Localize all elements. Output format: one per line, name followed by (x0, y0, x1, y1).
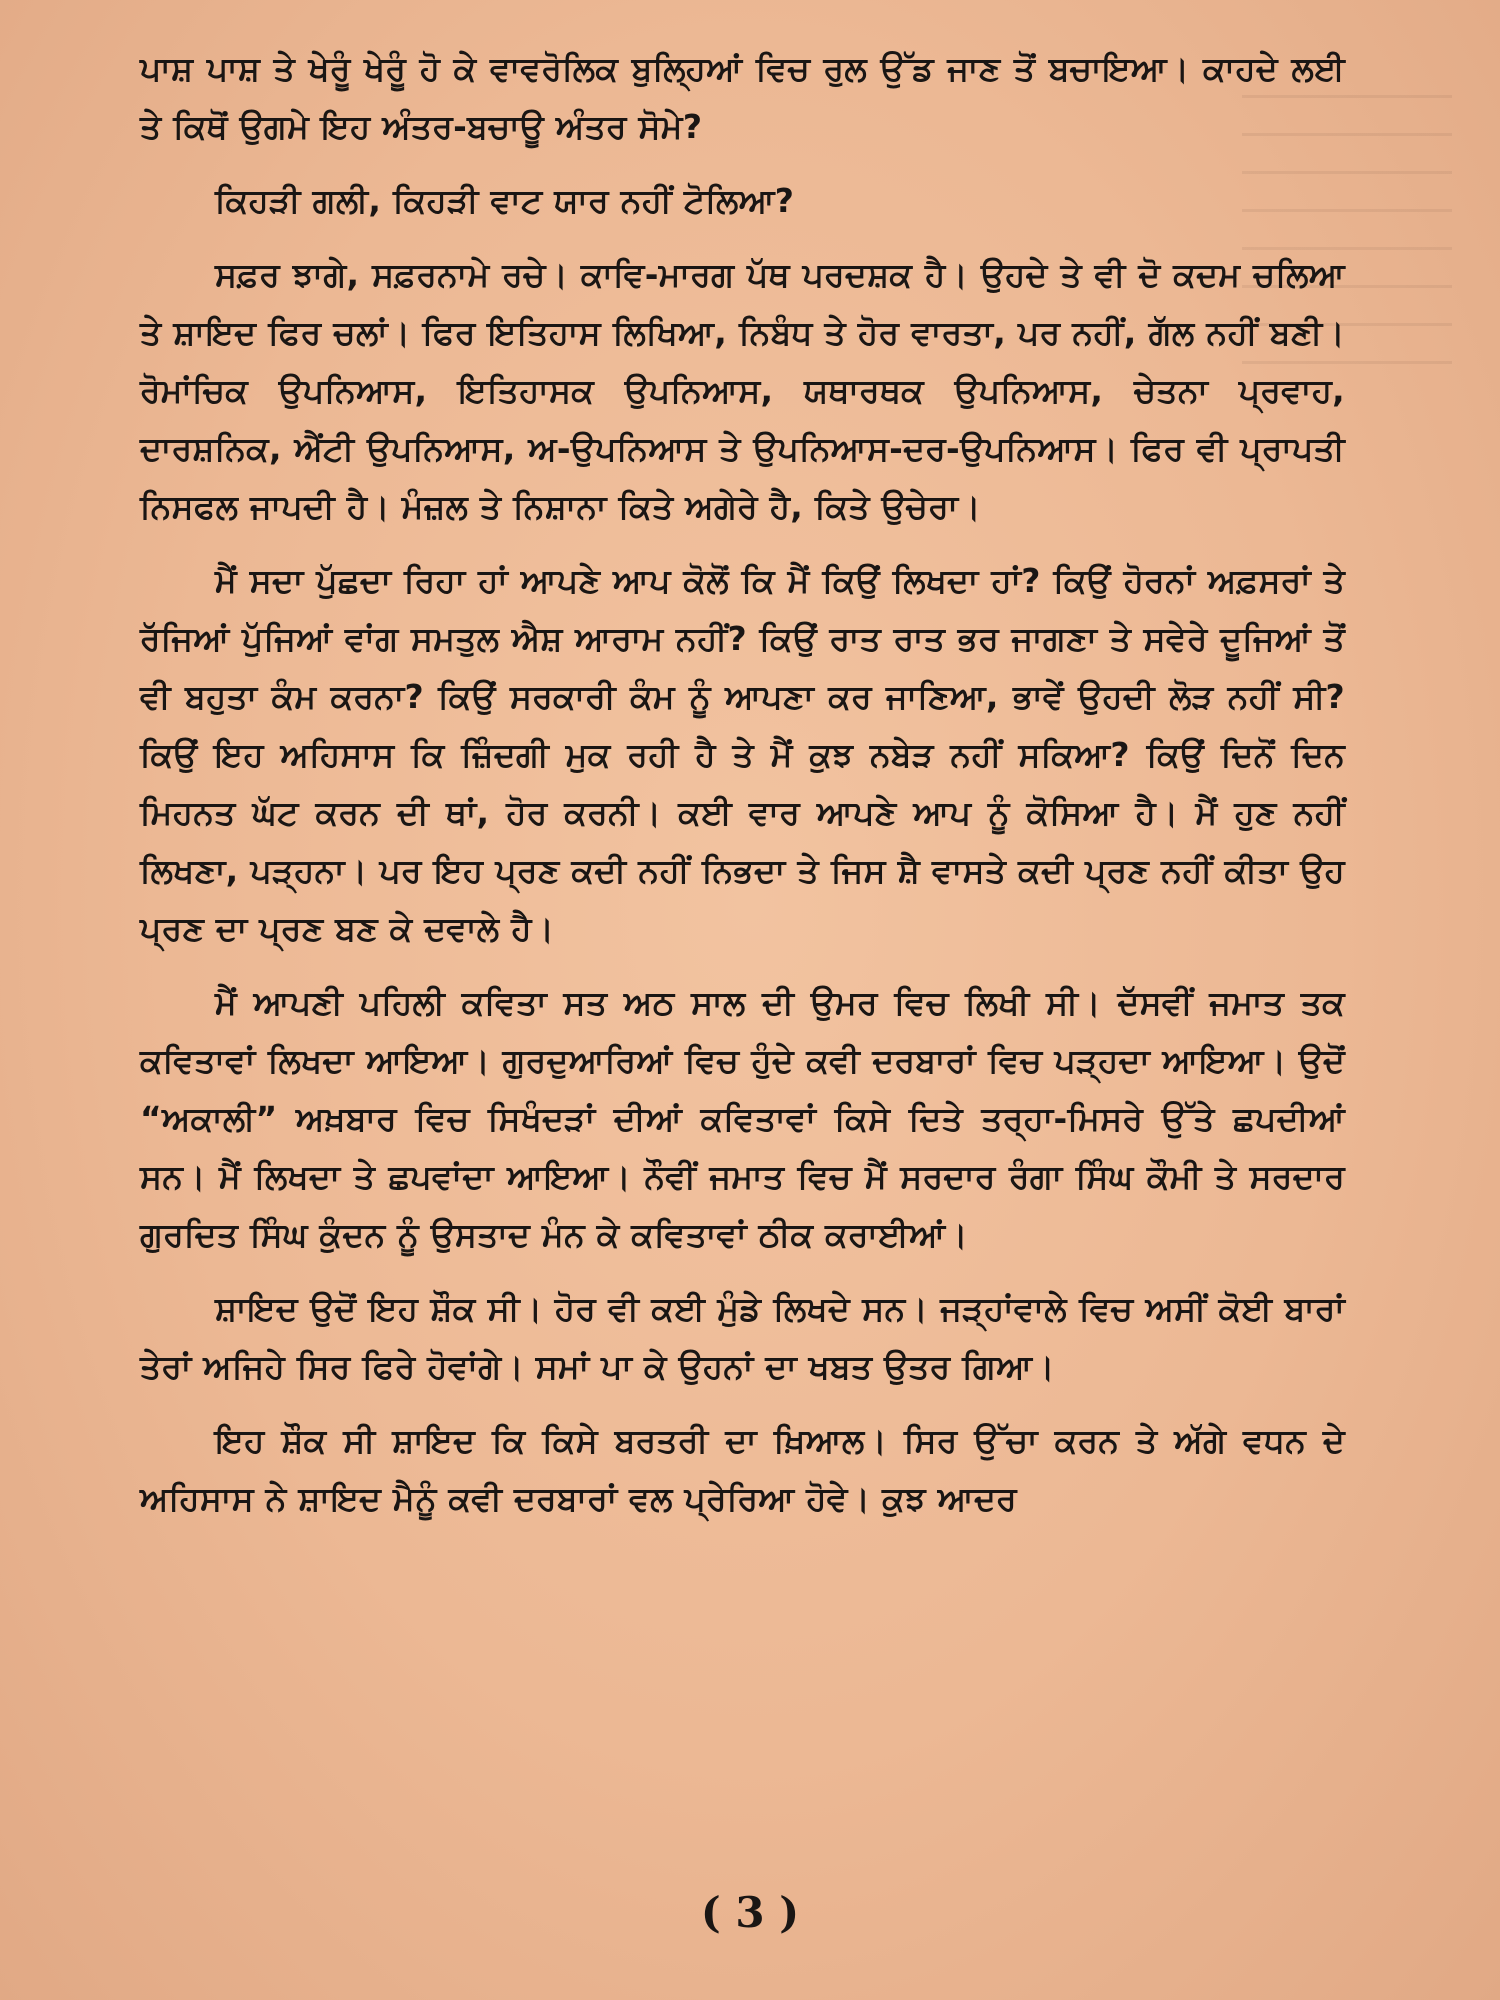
paragraph-3: ਸਫ਼ਰ ਝਾਗੇ, ਸਫ਼ਰਨਾਮੇ ਰਚੇ। ਕਾਵਿ-ਮਾਰਗ ਪੱਥ ਪਰਦਸ਼ਕ ਹੈ। ਉਹਦੇ ਤੇ ਵੀ ਦੋ ਕਦਮ ਚਲਿਆ ਤੇ ਸ਼ਾਇਦ ਫਿਰ ਚਲਾਂ। ਫਿਰ ਇਤਿਹਾਸ ਲਿਖਿਆ, ਨਿਬੰਧ ਤੇ ਹੋਰ ਵਾਰਤਾ, ਪਰ ਨਹੀਂ, ਗੱਲ ਨਹੀਂ ਬਣੀ। ਰੋਮਾਂਚਿਕ ਉਪਨਿਆਸ, ਇਤਿਹਾਸਕ ਉਪਨਿਆਸ, ਯਥਾਰਥਕ ਉਪਨਿਆਸ, ਚੇਤਨਾ ਪ੍ਰਵਾਹ, ਦਾਰਸ਼ਨਿਕ, ਐਂਟੀ ਉਪਨਿਆਸ, ਅ-ਉਪਨਿਆਸ ਤੇ ਉਪਨਿਆਸ-ਦਰ-ਉਪਨਿਆਸ। ਫਿਰ ਵੀ ਪ੍ਰਾਪਤੀ ਨਿਸਫਲ ਜਾਪਦੀ ਹੈ। ਮੰਜ਼ਲ ਤੇ ਨਿਸ਼ਾਨਾ ਕਿਤੇ ਅਗੇਰੇ ਹੈ, ਕਿਤੇ ਉਚੇਰਾ। (140, 255, 1345, 526)
paragraph-2: ਕਿਹੜੀ ਗਲੀ, ਕਿਹੜੀ ਵਾਟ ਯਾਰ ਨਹੀਂ ਟੋਲਿਆ? (215, 181, 795, 220)
paragraph-1: ਪਾਸ਼ ਪਾਸ਼ ਤੇ ਖੇਰੂੰ ਖੇਰੂੰ ਹੋ ਕੇ ਵਾਵਰੋਲਿਕ ਬੁਲ੍ਹਿਆਂ ਵਿਚ ਰੁਲ ਉੱਡ ਜਾਣ ਤੋਂ ਬਚਾਇਆ। ਕਾਹਦੇ ਲਈ ਤੇ ਕਿਥੋਂ ਉਗਮੇ ਇਹ ਅੰਤਰ-ਬਚਾਊ ਅੰਤਰ ਸੋਮੇ? (140, 49, 1345, 146)
body-text (140, 40, 1345, 1544)
page-number: ( 3 ) (700, 1888, 800, 1937)
paragraph-7: ਇਹ ਸ਼ੌਕ ਸੀ ਸ਼ਾਇਦ ਕਿ ਕਿਸੇ ਬਰਤਰੀ ਦਾ ਖ਼ਿਆਲ। ਸਿਰ ਉੱਚਾ ਕਰਨ ਤੇ ਅੱਗੇ ਵਧਨ ਦੇ ਅਹਿਸਾਸ ਨੇ ਸ਼ਾਇਦ ਮੈਨੂੰ ਕਵੀ ਦਰਬਾਰਾਂ ਵਲ ਪ੍ਰੇਰਿਆ ਹੋਵੇ। ਕੁਝ ਆਦਰ (140, 1421, 1345, 1518)
paragraph-5: ਮੈਂ ਆਪਣੀ ਪਹਿਲੀ ਕਵਿਤਾ ਸਤ ਅਠ ਸਾਲ ਦੀ ਉਮਰ ਵਿਚ ਲਿਖੀ ਸੀ। ਦੱਸਵੀਂ ਜਮਾਤ ਤਕ ਕਵਿਤਾਵਾਂ ਲਿਖਦਾ ਆਇਆ। ਗੁਰਦੁਆਰਿਆਂ ਵਿਚ ਹੁੰਦੇ ਕਵੀ ਦਰਬਾਰਾਂ ਵਿਚ ਪੜ੍ਹਦਾ ਆਇਆ। ਉਦੋਂ “ਅਕਾਲੀ” ਅਖ਼ਬਾਰ ਵਿਚ ਸਿਖੰਦੜਾਂ ਦੀਆਂ ਕਵਿਤਾਵਾਂ ਕਿਸੇ ਦਿਤੇ ਤਰ੍ਹਾ-ਮਿਸਰੇ ਉੱਤੇ ਛਪਦੀਆਂ ਸਨ। ਮੈਂ ਲਿਖਦਾ ਤੇ ਛਪਵਾਂਦਾ ਆਇਆ। ਨੌਵੀਂ ਜਮਾਤ ਵਿਚ ਮੈਂ ਸਰਦਾਰ ਰੰਗਾ ਸਿੰਘ ਕੌਮੀ ਤੇ ਸਰਦਾਰ ਗੁਰਦਿਤ ਸਿੰਘ ਕੁੰਦਨ ਨੂੰ ਉਸਤਾਦ ਮੰਨ ਕੇ ਕਵਿਤਾਵਾਂ ਠੀਕ ਕਰਾਈਆਂ। (140, 983, 1345, 1254)
paragraph-6: ਸ਼ਾਇਦ ਉਦੋਂ ਇਹ ਸ਼ੌਕ ਸੀ। ਹੋਰ ਵੀ ਕਈ ਮੁੰਡੇ ਲਿਖਦੇ ਸਨ। ਜੜ੍ਹਾਂਵਾਲੇ ਵਿਚ ਅਸੀਂ ਕੋਈ ਬਾਰਾਂ ਤੇਰਾਂ ਅਜਿਹੇ ਸਿਰ ਫਿਰੇ ਹੋਵਾਂਗੇ। ਸਮਾਂ ਪਾ ਕੇ ਉਹਨਾਂ ਦਾ ਖਬਤ ਉਤਰ ਗਿਆ। (140, 1289, 1345, 1386)
paragraph-4: ਮੈਂ ਸਦਾ ਪੁੱਛਦਾ ਰਿਹਾ ਹਾਂ ਆਪਣੇ ਆਪ ਕੋਲੋਂ ਕਿ ਮੈਂ ਕਿਉਂ ਲਿਖਦਾ ਹਾਂ? ਕਿਉਂ ਹੋਰਨਾਂ ਅਫ਼ਸਰਾਂ ਤੇ ਰੱਜਿਆਂ ਪੁੱਜਿਆਂ ਵਾਂਗ ਸਮਤੁਲ ਐਸ਼ ਆਰਾਮ ਨਹੀਂ? ਕਿਉਂ ਰਾਤ ਰਾਤ ਭਰ ਜਾਗਣਾ ਤੇ ਸਵੇਰੇ ਦੂਜਿਆਂ ਤੋਂ ਵੀ ਬਹੁਤਾ ਕੰਮ ਕਰਨਾ? ਕਿਉਂ ਸਰਕਾਰੀ ਕੰਮ ਨੂੰ ਆਪਣਾ ਕਰ ਜਾਣਿਆ, ਭਾਵੇਂ ਉਹਦੀ ਲੋੜ ਨਹੀਂ ਸੀ? ਕਿਉਂ ਇਹ ਅਹਿਸਾਸ ਕਿ ਜ਼ਿੰਦਗੀ ਮੁਕ ਰਹੀ ਹੈ ਤੇ ਮੈਂ ਕੁਝ ਨਬੇੜ ਨਹੀਂ ਸਕਿਆ? ਕਿਉਂ ਦਿਨੋਂ ਦਿਨ ਮਿਹਨਤ ਘੱਟ ਕਰਨ ਦੀ ਥਾਂ, ਹੋਰ ਕਰਨੀ। ਕਈ ਵਾਰ ਆਪਣੇ ਆਪ ਨੂੰ ਕੋਸਿਆ ਹੈ। ਮੈਂ ਹੁਣ ਨਹੀਂ ਲਿਖਣਾ, ਪੜ੍ਹਨਾ। ਪਰ ਇਹ ਪ੍ਰਣ ਕਦੀ ਨਹੀਂ ਨਿਭਦਾ ਤੇ ਜਿਸ ਸ਼ੈ ਵਾਸਤੇ ਕਦੀ ਪ੍ਰਣ ਨਹੀਂ ਕੀਤਾ ਉਹ ਪ੍ਰਣ ਦਾ ਪ੍ਰਣ ਬਣ ਕੇ ਦਵਾਲੇ ਹੈ। (140, 561, 1345, 948)
